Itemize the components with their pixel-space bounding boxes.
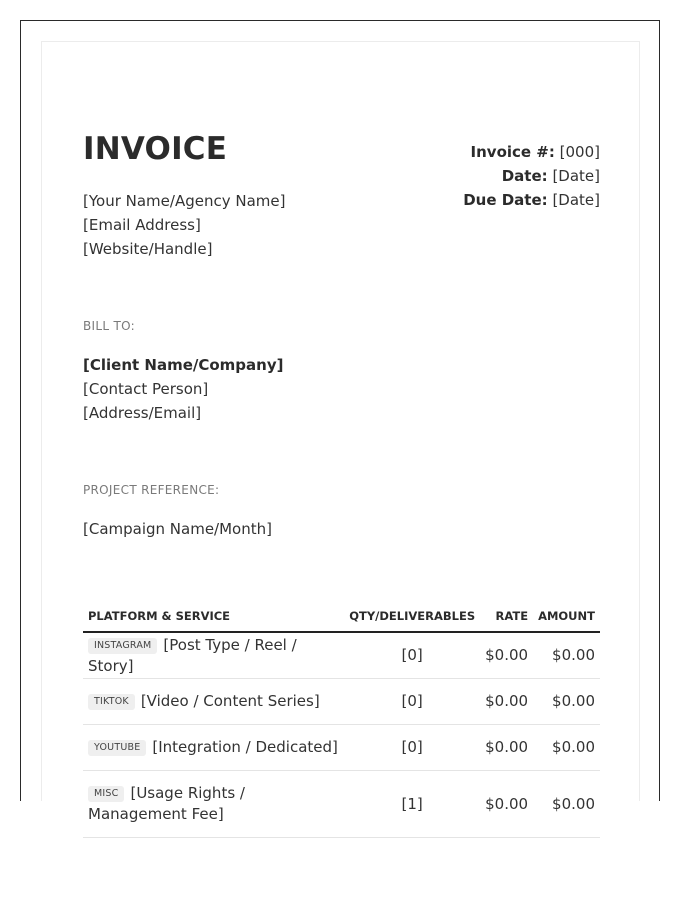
due-date-line (463, 188, 600, 212)
header-service: PLATFORM & SERVICE (83, 601, 344, 632)
client-address: [Address/Email] (83, 404, 202, 422)
table-row (83, 725, 600, 771)
qty-cell: [1] (344, 771, 480, 838)
invoice-number-label: Invoice #: (470, 143, 555, 161)
service-description: [Video / Content Series] (140, 692, 320, 710)
sender-name: [Your Name/Agency Name] (83, 192, 286, 210)
qty-cell: [0] (344, 725, 480, 771)
bill-to-block (83, 353, 283, 425)
invoice-date-label: Date: (501, 167, 548, 185)
platform-tag: INSTAGRAM (88, 638, 157, 654)
service-description: [Integration / Dedicated] (152, 738, 338, 756)
bill-to-label: BILL TO: (83, 319, 135, 333)
service-cell (83, 725, 344, 771)
header-qty: QTY/DELIVERABLES (344, 601, 480, 632)
table-row (83, 771, 600, 838)
document-frame (20, 20, 660, 823)
qty-cell: [0] (344, 679, 480, 725)
rate-cell: $0.00 (480, 725, 533, 771)
rate-cell: $0.00 (480, 632, 533, 679)
amount-cell: $0.00 (533, 771, 600, 838)
invoice-date-value: [Date] (552, 167, 600, 185)
amount-cell: $0.00 (533, 679, 600, 725)
contact-person: [Contact Person] (83, 380, 209, 398)
client-name: [Client Name/Company] (83, 356, 284, 374)
due-date-label: Due Date: (463, 191, 548, 209)
service-cell (83, 632, 344, 679)
platform-tag: MISC (88, 786, 124, 802)
table-header-row (83, 601, 600, 632)
amount-cell: $0.00 (533, 632, 600, 679)
table-row (83, 679, 600, 725)
project-reference-label: PROJECT REFERENCE: (83, 483, 220, 497)
service-description: [Post Type / Reel / Story] (88, 635, 297, 675)
service-cell (83, 771, 344, 838)
qty-cell: [0] (344, 632, 480, 679)
header-amount: AMOUNT (533, 601, 600, 632)
sender-website: [Website/Handle] (83, 240, 213, 258)
rate-cell: $0.00 (480, 679, 533, 725)
service-description: [Usage Rights / Management Fee] (88, 784, 245, 823)
amount-cell: $0.00 (533, 725, 600, 771)
invoice-title: INVOICE (83, 131, 228, 167)
invoice-number-line (463, 140, 600, 164)
line-items-table (83, 601, 600, 838)
project-reference-value: [Campaign Name/Month] (83, 520, 272, 538)
table-row (83, 632, 600, 679)
service-cell (83, 679, 344, 725)
invoice-meta (463, 140, 600, 212)
sender-block (83, 189, 285, 261)
header-rate: RATE (480, 601, 533, 632)
invoice-date-line (463, 164, 600, 188)
invoice-sheet (41, 41, 640, 823)
rate-cell: $0.00 (480, 771, 533, 838)
platform-tag: YOUTUBE (88, 740, 146, 756)
due-date-value: [Date] (552, 191, 600, 209)
platform-tag: TIKTOK (88, 694, 135, 710)
sender-email: [Email Address] (83, 216, 201, 234)
invoice-number-value: [000] (559, 143, 600, 161)
